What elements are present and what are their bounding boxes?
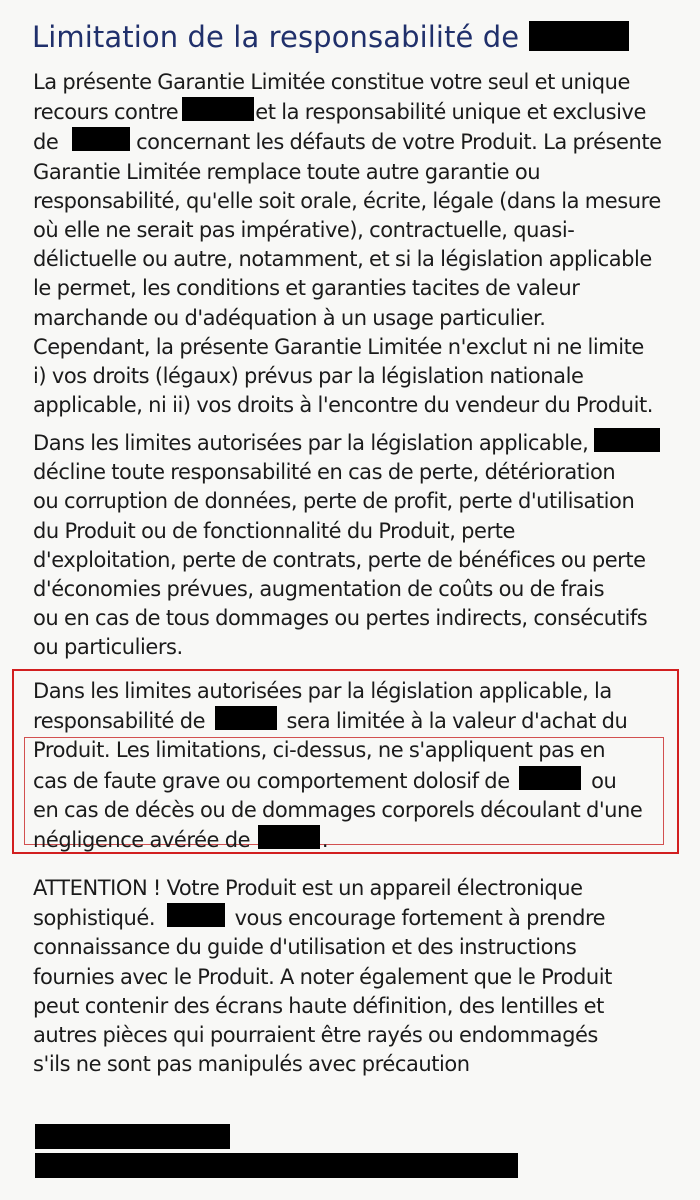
paragraph-liability-limit xyxy=(33,677,683,855)
text-line: en cas de décès ou de dommages corporels découlant d'une xyxy=(33,797,643,822)
text-line: i) vos droits (légaux) prévus par la législation nationale xyxy=(33,364,584,389)
text-line: Dans les limites autorisées par la législation applicable, xyxy=(33,428,683,458)
redacted-company-name xyxy=(529,21,629,51)
redacted-company-name xyxy=(258,825,320,849)
title-text: Limitation de la responsabilité de xyxy=(32,20,520,54)
redacted-company-name xyxy=(182,97,254,121)
text-line: La présente Garantie Limitée constitue votre seul et unique xyxy=(33,70,630,94)
text-line: applicable, ni ii) vos droits à l'encontre du vendeur du Produit. xyxy=(33,393,654,418)
text-line: où elle ne serait pas impérative), contractuelle, quasi- xyxy=(33,218,575,243)
text-line: d'exploitation, perte de contrats, perte de bénéfices ou perte xyxy=(33,547,646,572)
text-line: Cependant, la présente Garantie Limitée n'exclut ni ne limite xyxy=(33,334,644,359)
redacted-company-name xyxy=(215,706,277,730)
text-line: de concernant les défauts de votre Produit. La présente xyxy=(33,127,683,157)
text-line: connaissance du guide d'utilisation et des instructions xyxy=(33,935,577,960)
text-line: cas de faute grave ou comportement dolosif de ou xyxy=(33,766,683,796)
text-line: Produit. Les limitations, ci-dessus, ne s'appliquent pas en xyxy=(33,738,606,763)
redacted-company-info-2 xyxy=(35,1153,518,1178)
text-line: peut contenir des écrans haute définition, des lentilles et xyxy=(33,993,604,1018)
text-line: sophistiqué. vous encourage fortement à prendre xyxy=(33,903,683,933)
redacted-company-name xyxy=(519,766,581,790)
text-line: négligence avérée de . xyxy=(33,825,683,855)
text-line: ATTENTION ! Votre Produit est un appareil électronique xyxy=(33,876,583,900)
redacted-company-name xyxy=(72,127,130,151)
text-line: Garantie Limitée remplace toute autre garantie ou xyxy=(33,159,541,184)
paragraph-attention-notice xyxy=(33,874,683,1079)
paragraph-liability-disclaimer xyxy=(33,428,683,663)
text-line: recours contre et la responsabilité unique et exclusive xyxy=(33,97,683,127)
redacted-company-name xyxy=(167,903,225,927)
text-line: responsabilité, qu'elle soit orale, écrite, légale (dans la mesure xyxy=(33,188,661,213)
text-line: s'ils ne sont pas manipulés avec précaution xyxy=(33,1052,470,1077)
text-line: responsabilité de sera limitée à la valeur d'achat du xyxy=(33,706,683,736)
page-title xyxy=(32,20,672,55)
text-line: Dans les limites autorisées par la législation applicable, la xyxy=(33,679,612,703)
redacted-company-name xyxy=(594,428,660,452)
paragraph-exclusive-remedy xyxy=(33,68,683,420)
text-line: d'économies prévues, augmentation de coûts ou de frais xyxy=(33,577,605,602)
text-line: le permet, les conditions et garanties tacites de valeur xyxy=(33,276,580,301)
text-line: autres pièces qui pourraient être rayés ou endommagés xyxy=(33,1023,598,1048)
text-line: du Produit ou de fonctionnalité du Produit, perte xyxy=(33,518,515,543)
text-line: fournies avec le Produit. A noter également que le Produit xyxy=(33,964,612,989)
text-line: ou en cas de tous dommages ou pertes indirects, consécutifs xyxy=(33,606,648,631)
text-line: marchande ou d'adéquation à un usage particulier. xyxy=(33,305,546,330)
redacted-company-info-1 xyxy=(35,1124,230,1149)
text-line: ou particuliers. xyxy=(33,635,183,660)
text-line: délictuelle ou autre, notamment, et si la législation applicable xyxy=(33,247,652,272)
text-line: ou corruption de données, perte de profit, perte d'utilisation xyxy=(33,489,635,514)
text-line: décline toute responsabilité en cas de perte, détérioration xyxy=(33,460,616,485)
